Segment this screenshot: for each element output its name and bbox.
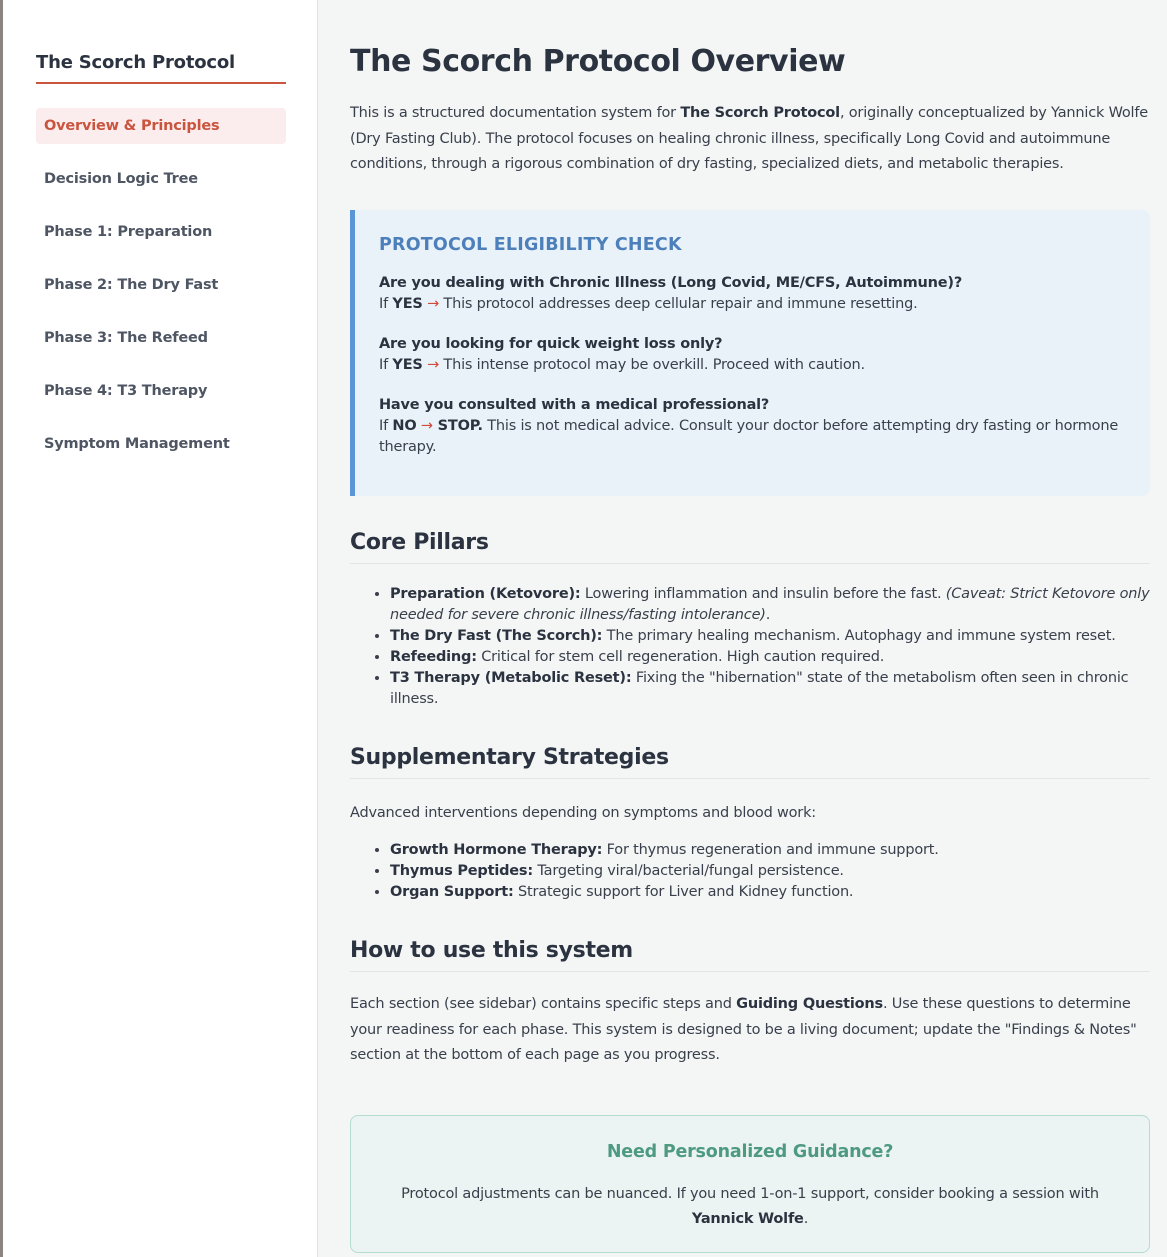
supplementary-list xyxy=(350,840,1150,903)
intro-paragraph: This is a structured documentation system for The Scorch Protocol, originally conceptualized by Yannick Wolfe (Dry Fasting Club). The protocol focuses on healing chronic illness, specifically Long Covid and autoimmune conditions, through a rigorous combination of dry fasting, specialized diets, and metabolic therapies. xyxy=(350,105,1149,172)
page-title: The Scorch Protocol Overview xyxy=(350,44,846,79)
guidance-title: Need Personalized Guidance? xyxy=(606,1141,894,1162)
eligibility-question: Have you consulted with a medical professional? xyxy=(379,396,770,413)
list-item: • Refeeding: Critical for stem cell regeneration. High caution required. xyxy=(390,647,1150,668)
list-item: • Thymus Peptides: Targeting viral/bacterial/fungal persistence. xyxy=(390,861,1150,882)
list-item: • The Dry Fast (The Scorch): The primary healing mechanism. Autophagy and immune system reset. xyxy=(390,626,1150,647)
supplementary-intro: Advanced interventions depending on symptoms and blood work: xyxy=(350,804,816,821)
eligibility-answer: If NO → STOP. This is not medical advice. Consult your doctor before attempting dry fasting or hormone therapy. xyxy=(379,417,1119,455)
eligibility-answer: If YES → This intense protocol may be overkill. Proceed with caution. xyxy=(379,356,865,373)
howto-heading: How to use this system xyxy=(350,938,1150,972)
arrow-right-icon: → xyxy=(420,417,433,434)
core-pillars-list xyxy=(350,584,1150,710)
eligibility-question: Are you dealing with Chronic Illness (Long Covid, ME/CFS, Autoimmune)? xyxy=(379,274,963,291)
sidebar-item-phase-1[interactable]: Phase 1: Preparation xyxy=(44,224,213,240)
arrow-right-icon: → xyxy=(427,295,440,312)
sidebar-item-phase-2[interactable]: Phase 2: The Dry Fast xyxy=(44,277,219,293)
sidebar-item-phase-3[interactable]: Phase 3: The Refeed xyxy=(44,330,208,346)
eligibility-title: PROTOCOL ELIGIBILITY CHECK xyxy=(379,234,682,255)
sidebar-item-decision-logic[interactable]: Decision Logic Tree xyxy=(44,171,198,187)
core-pillars-heading: Core Pillars xyxy=(350,530,1150,564)
guidance-text: Protocol adjustments can be nuanced. If you need 1-on-1 support, consider booking a session with Yannick Wolfe. xyxy=(401,1185,1099,1227)
sidebar-item-symptom-management[interactable]: Symptom Management xyxy=(44,436,230,452)
guidance-box xyxy=(350,1115,1150,1253)
main-content xyxy=(350,0,1150,1253)
supplementary-heading: Supplementary Strategies xyxy=(350,745,1150,779)
arrow-right-icon: → xyxy=(427,356,440,373)
eligibility-answer: If YES → This protocol addresses deep cellular repair and immune resetting. xyxy=(379,295,918,312)
eligibility-question: Are you looking for quick weight loss only? xyxy=(379,335,723,352)
list-item: • T3 Therapy (Metabolic Reset): Fixing the "hibernation" state of the metabolism often seen in chronic illness. xyxy=(390,668,1150,710)
sidebar-item-overview[interactable]: Overview & Principles xyxy=(36,108,286,144)
sidebar-nav xyxy=(36,108,286,462)
sidebar xyxy=(3,0,318,1257)
list-item: • Growth Hormone Therapy: For thymus regeneration and immune support. xyxy=(390,840,1150,861)
eligibility-callout xyxy=(350,210,1150,496)
sidebar-item-phase-4[interactable]: Phase 4: T3 Therapy xyxy=(44,383,208,399)
list-item: • Organ Support: Strategic support for Liver and Kidney function. xyxy=(390,882,1150,903)
sidebar-brand: The Scorch Protocol xyxy=(36,52,286,84)
list-item: • Preparation (Ketovore): Lowering inflammation and insulin before the fast. (Caveat: Strict Ketovore only needed for severe chronic illness/fasting intolerance). xyxy=(390,584,1150,626)
howto-paragraph: Each section (see sidebar) contains specific steps and Guiding Questions. Use these questions to determine your readiness for each phase. This system is designed to be a living document; update the "Findings & Notes" section at the bottom of each page as you progress. xyxy=(350,996,1137,1063)
